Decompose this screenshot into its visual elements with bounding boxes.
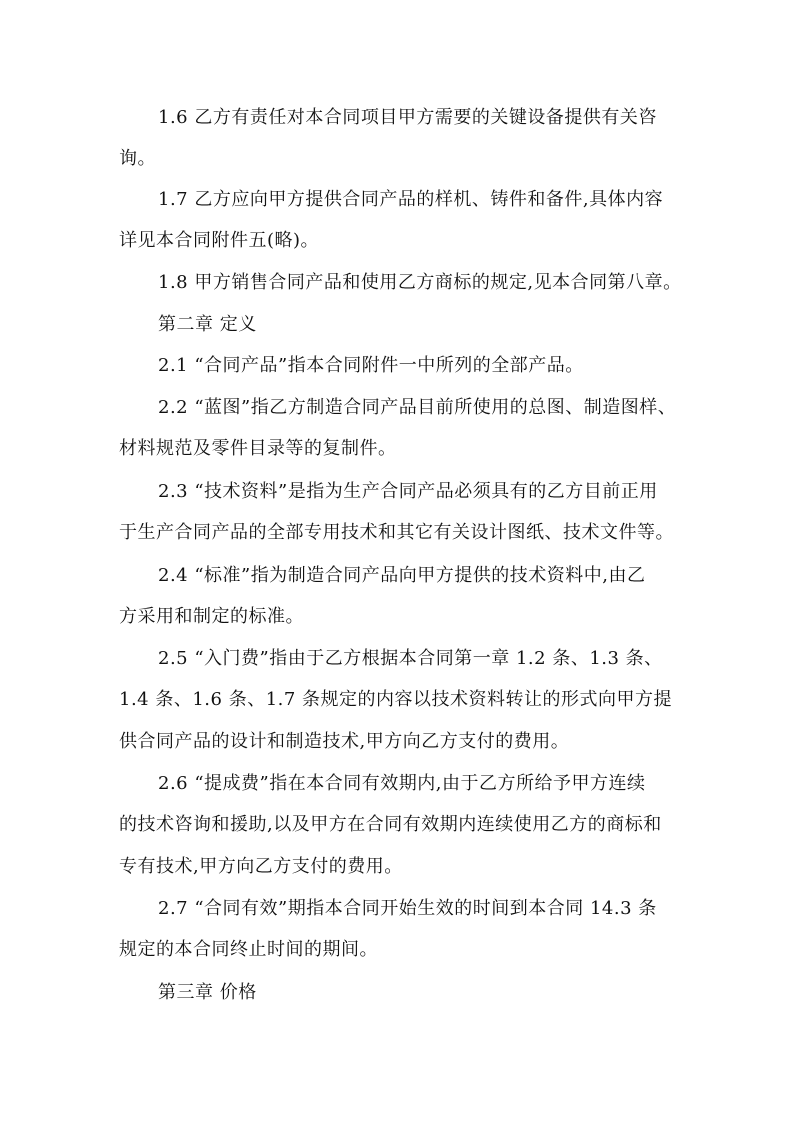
clause-1-7-line-1: 1.7 乙方应向甲方提供合同产品的样机、铸件和备件,具体内容 (158, 189, 664, 210)
clause-1-7-line-2: 详见本合同附件五(略)。 (119, 230, 320, 251)
clause-2-4-line-1: 2.4 “标准”指为制造合同产品向甲方提供的技术资料中,由乙 (158, 565, 646, 586)
chapter-3-heading: 第三章 价格 (158, 982, 257, 1003)
clause-2-7-line-1: 2.7 “合同有效”期指本合同开始生效的时间到本合同 14.3 条 (158, 898, 657, 919)
clause-2-1-line-1: 2.1 “合同产品”指本合同附件一中所列的全部产品。 (158, 355, 584, 376)
clause-2-6-line-2: 的技术咨询和援助,以及甲方在合同有效期内连续使用乙方的商标和 (119, 814, 662, 835)
clause-2-6-line-3: 专有技术,甲方向乙方支付的费用。 (119, 856, 403, 877)
clause-2-4-line-2: 方采用和制定的标准。 (119, 606, 304, 627)
clause-2-2-line-2: 材料规范及零件目录等的复制件。 (119, 438, 397, 459)
chapter-2-heading: 第二章 定义 (158, 314, 257, 335)
clause-2-3-line-1: 2.3 “技术资料”是指为生产合同产品必须具有的乙方目前正用 (158, 481, 658, 502)
clause-1-6-line-2: 询。 (119, 148, 156, 169)
clause-2-2-line-1: 2.2 “蓝图”指乙方制造合同产品目前所使用的总图、制造图样、 (158, 397, 677, 418)
clause-2-3-line-2: 于生产合同产品的全部专用技术和其它有关设计图纸、技术文件等。 (119, 522, 674, 543)
clause-2-6-line-1: 2.6 “提成费”指在本合同有效期内,由于乙方所给予甲方连续 (158, 773, 646, 794)
clause-1-8-line-1: 1.8 甲方销售合同产品和使用乙方商标的规定,见本合同第八章。 (158, 272, 682, 293)
clause-2-7-line-2: 规定的本合同终止时间的期间。 (119, 939, 378, 960)
clause-1-6-line-1: 1.6 乙方有责任对本合同项目甲方需要的关键设备提供有关咨 (158, 107, 657, 128)
clause-2-5-line-1: 2.5 “入门费”指由于乙方根据本合同第一章 1.2 条、1.3 条、 (158, 648, 663, 669)
clause-2-5-line-3: 供合同产品的设计和制造技术,甲方向乙方支付的费用。 (119, 731, 570, 752)
clause-2-5-line-2: 1.4 条、1.6 条、1.7 条规定的内容以技术资料转让的形式向甲方提 (119, 689, 673, 710)
